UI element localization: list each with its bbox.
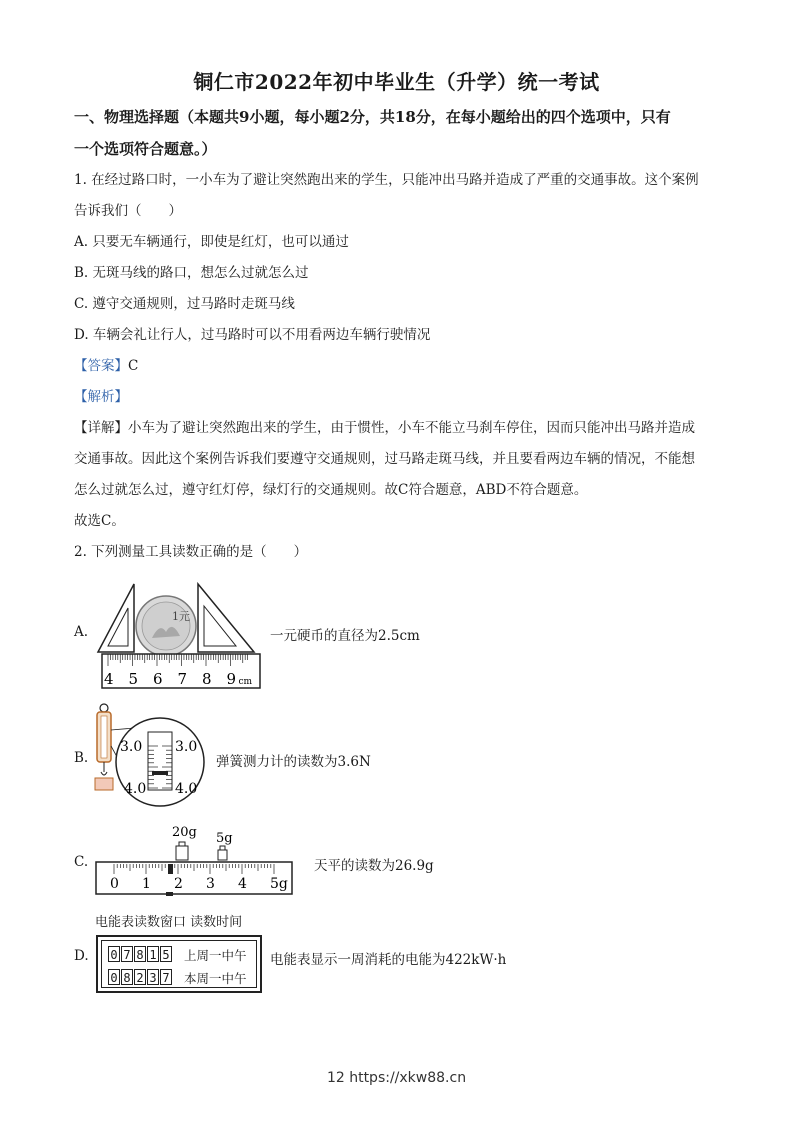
answer-value: C bbox=[128, 358, 139, 374]
meter-digit: 7 bbox=[160, 969, 172, 985]
left-set-square bbox=[98, 584, 134, 652]
right-set-square bbox=[198, 584, 254, 652]
meter-digit: 8 bbox=[121, 969, 133, 985]
q2-option-b-label: B. bbox=[74, 750, 89, 766]
detail-tag: 【详解】 bbox=[74, 420, 128, 436]
q1-analysis-tag bbox=[74, 382, 734, 413]
pointer bbox=[152, 771, 168, 775]
q2-option-d-label: D. bbox=[74, 948, 89, 964]
q1-detail-line2: 交通事故。因此这个案例告诉我们要遵守交通规则，过马路走斑马线，并且要看两边车辆的情况，不能想 bbox=[74, 451, 695, 467]
meter-inner-frame bbox=[101, 940, 257, 988]
q1-detail-line3: 怎么过就怎么过，遵守红灯停，绿灯行的交通规则。故C符合题意，ABD不符合题意。 bbox=[74, 482, 588, 498]
scale-bottom-right: 4.0 bbox=[175, 781, 198, 797]
ruler-tick-label: 6 bbox=[153, 670, 163, 688]
q1-detail-line1 bbox=[74, 413, 734, 444]
meter-digit: 7 bbox=[121, 946, 133, 962]
meter-digit: 1 bbox=[147, 946, 159, 962]
balance-tick-label: 4 bbox=[238, 876, 247, 892]
section-heading-line1: 一、物理选择题（本题共9小题，每小题2分，共18分，在每小题给出的四个选项中，只有 bbox=[74, 108, 671, 126]
answer-tag: 【答案】 bbox=[74, 358, 128, 374]
q1-answer bbox=[74, 351, 734, 382]
weight-5g bbox=[218, 850, 227, 860]
balance-tick-label: 3 bbox=[206, 876, 215, 892]
q2-option-d-caption: 电能表显示一周消耗的电能为422kW·h bbox=[270, 952, 507, 968]
q2-option-a-caption: 一元硬币的直径为2.5cm bbox=[270, 628, 420, 644]
meter-digit: 0 bbox=[108, 969, 120, 985]
balance-tick-label: 0 bbox=[110, 876, 119, 892]
weight-20g-label: 20g bbox=[172, 825, 197, 840]
ruler-tick-label: 9 bbox=[226, 670, 237, 688]
meter-digit: 8 bbox=[134, 946, 146, 962]
ruler-tick-label: 4 bbox=[104, 670, 114, 688]
q1-stem-line1: 1. 在经过路口时，一小车为了避让突然跑出来的学生，只能冲出马路并造成了严重的交通事故。这个案例 bbox=[74, 172, 699, 188]
page-title: 铜仁市2022年初中毕业生（升学）统一考试 bbox=[193, 70, 600, 94]
rider bbox=[168, 864, 173, 874]
meter-row2-digits bbox=[108, 969, 173, 985]
q1-option-d: D. 车辆会礼让行人，过马路时可以不用看两边车辆行驶情况 bbox=[74, 327, 431, 343]
meter-row1-digits bbox=[108, 946, 173, 962]
spring-scale-figure bbox=[92, 700, 212, 804]
balance-tick-label: 2 bbox=[174, 876, 183, 892]
q1-stem-line2: 告诉我们（ ） bbox=[74, 203, 182, 219]
q2-stem: 2. 下列测量工具读数正确的是（ ） bbox=[74, 544, 308, 560]
coin-text: 1元 bbox=[172, 610, 190, 623]
q1-option-a: A. 只要无车辆通行，即使是红灯，也可以通过 bbox=[74, 234, 349, 250]
detail-text-1: 小车为了避让突然跑出来的学生，由于惯性，小车不能立马刹车停住，因而只能冲出马路并造成 bbox=[128, 420, 695, 436]
analysis-tag: 【解析】 bbox=[74, 389, 128, 405]
weight-5g-label: 5g bbox=[216, 831, 233, 846]
meter-row1-time: 上周一中午 bbox=[184, 948, 247, 963]
q2-option-c-label: C. bbox=[74, 854, 89, 870]
q2-option-b-caption: 弹簧测力计的读数为3.6N bbox=[216, 754, 371, 770]
scale-bottom-left: 4.0 bbox=[124, 781, 147, 797]
ruler-unit: cm bbox=[238, 677, 253, 687]
q2-option-a-label: A. bbox=[74, 624, 89, 640]
ruler-tick-label: 5 bbox=[128, 670, 139, 688]
coin-ruler-figure bbox=[94, 580, 264, 692]
balance-tick-label: 1 bbox=[142, 876, 151, 892]
q1-option-b: B. 无斑马线的路口，想怎么过就怎么过 bbox=[74, 265, 309, 281]
meter-row2-time: 本周一中午 bbox=[184, 971, 247, 986]
meter-digit: 5 bbox=[160, 946, 172, 962]
scale-top-left: 3.0 bbox=[120, 739, 143, 755]
q2-option-c-caption: 天平的读数为26.9g bbox=[314, 858, 434, 874]
weight-20g bbox=[176, 846, 188, 860]
q1-option-c: C. 遵守交通规则，过马路时走斑马线 bbox=[74, 296, 295, 312]
scale-top-right: 3.0 bbox=[175, 739, 198, 755]
meter-digit: 0 bbox=[108, 946, 120, 962]
section-heading-line2: 一个选项符合题意。） bbox=[74, 140, 217, 158]
hanging-weight bbox=[95, 778, 113, 790]
ruler-tick-label: 8 bbox=[202, 670, 212, 688]
q1-conclusion: 故选C。 bbox=[74, 513, 125, 529]
balance-tick-label: 5g bbox=[270, 876, 288, 892]
balance-figure bbox=[94, 822, 304, 898]
ruler-tick-label: 7 bbox=[177, 670, 188, 688]
meter-header: 电能表读数窗口 读数时间 bbox=[95, 915, 243, 930]
energy-meter bbox=[96, 935, 262, 993]
meter-digit: 2 bbox=[134, 969, 146, 985]
meter-digit: 3 bbox=[147, 969, 159, 985]
page-footer: 12 https://xkw88.cn bbox=[326, 1070, 467, 1086]
